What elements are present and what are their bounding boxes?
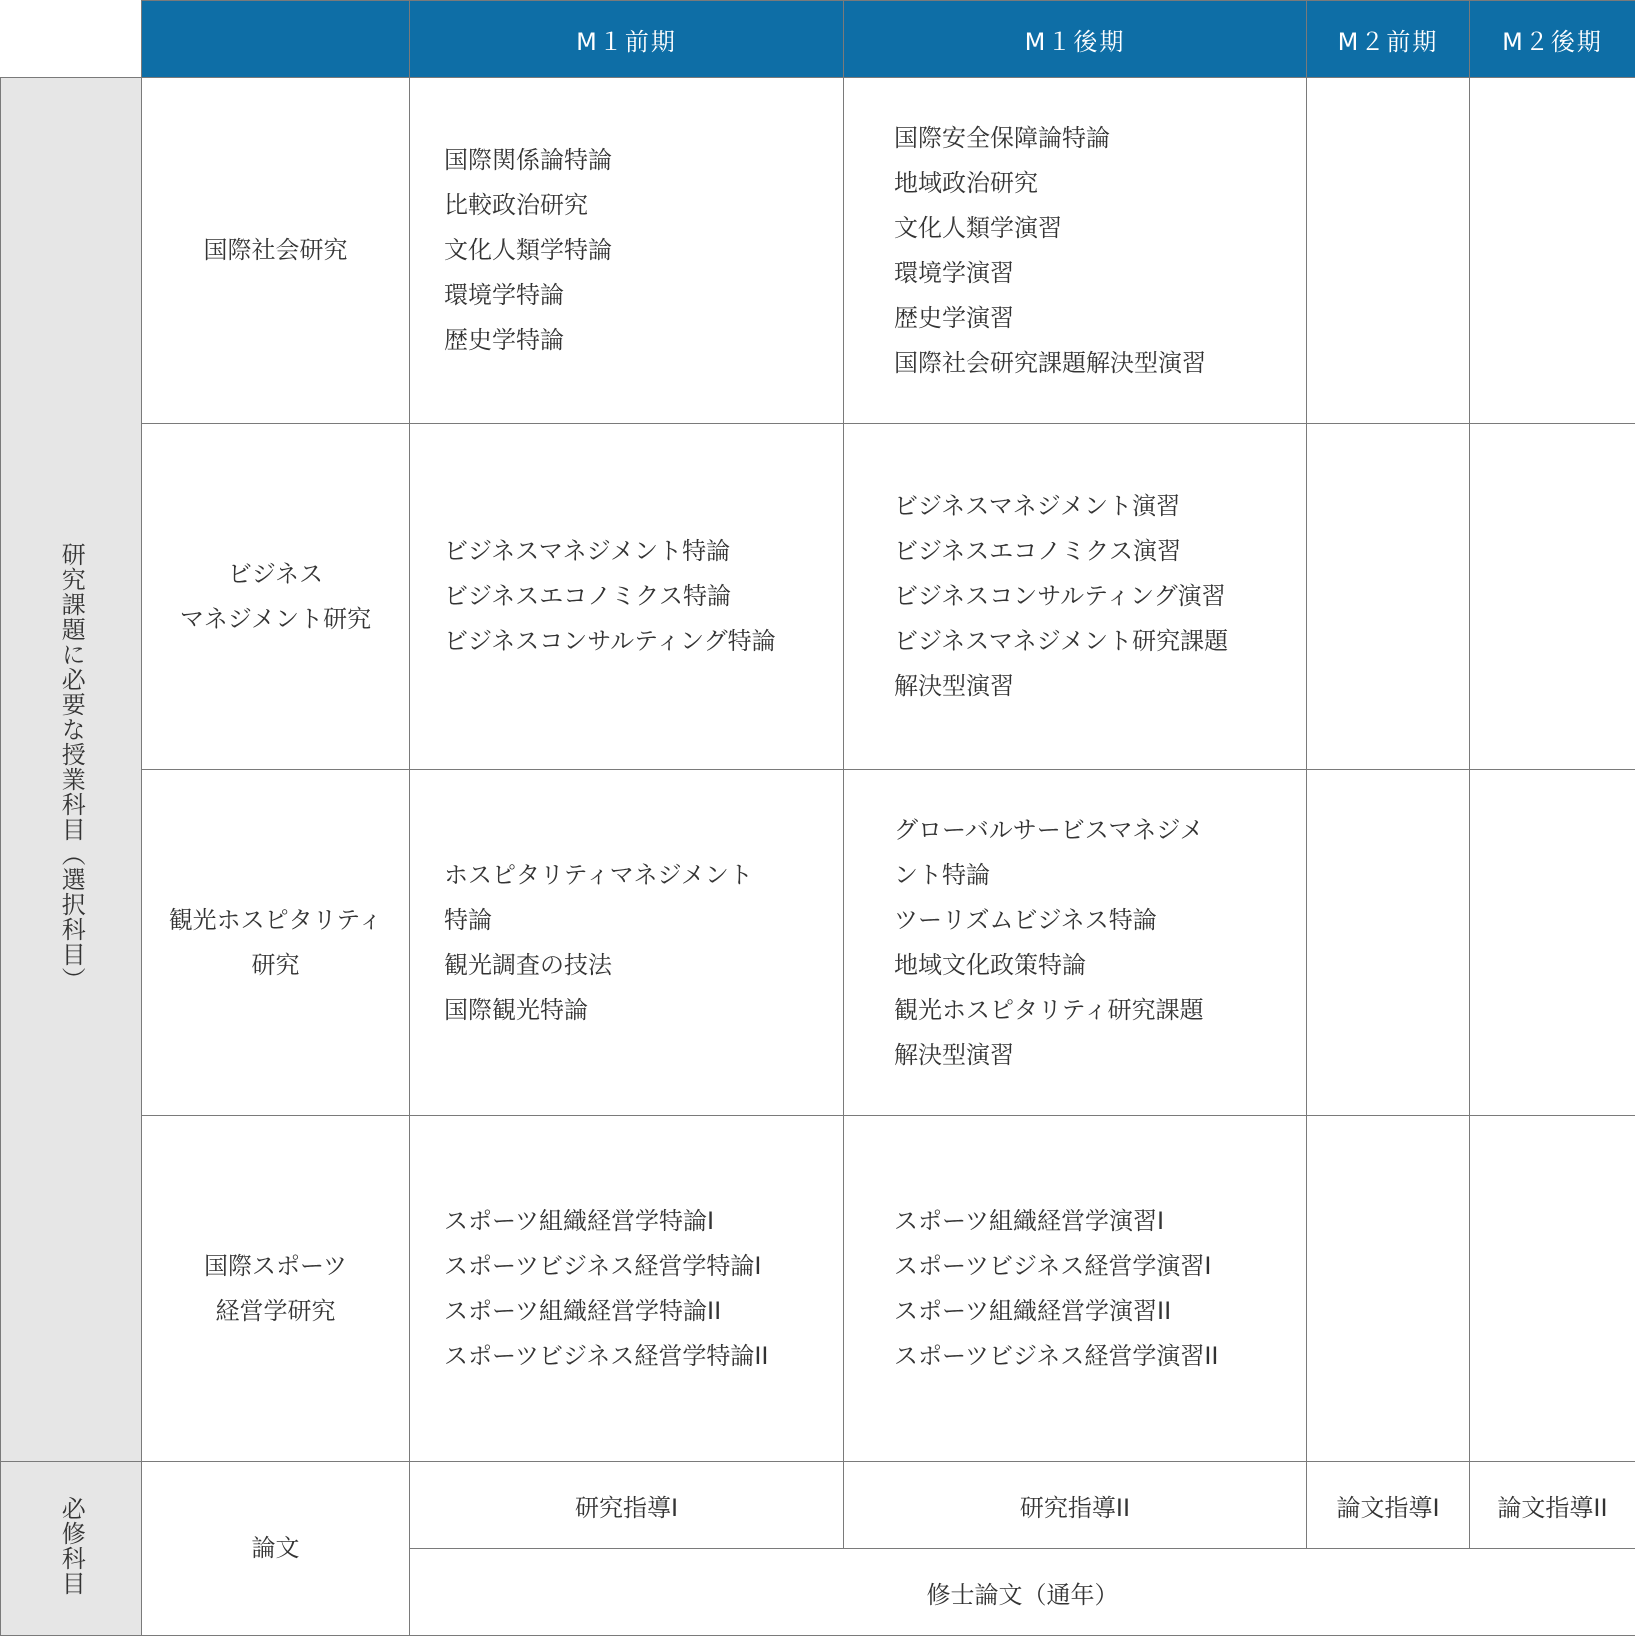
course-item: 文化人類学演習 [894, 213, 1062, 242]
course-item: 特論 [444, 905, 492, 934]
course-item: 観光ホスピタリティ研究課題 [894, 995, 1204, 1024]
m1-second-courses [844, 78, 1307, 424]
header-m2-first: M２前期 [1307, 1, 1470, 78]
m1-first-courses [410, 78, 844, 424]
course-item: 地域文化政策特論 [894, 950, 1086, 979]
header-blank [142, 1, 410, 78]
research-area-line: 国際スポーツ [203, 1251, 348, 1280]
course-item: スポーツ組織経営学特論II [444, 1296, 722, 1325]
m1-first-courses [410, 770, 844, 1116]
course-item: ビジネスエコノミクス特論 [444, 582, 732, 610]
course-item: スポーツ組織経営学演習II [894, 1296, 1172, 1325]
course-item: スポーツビジネス経営学演習I [894, 1251, 1212, 1280]
research-area-intl-society [142, 78, 410, 424]
research-area-sports [142, 1116, 410, 1462]
research-area-tourism [142, 770, 410, 1116]
m2-first-empty [1307, 1116, 1470, 1462]
course-item: ビジネスコンサルティング特論 [444, 627, 776, 655]
header-m1-second: M１後期 [844, 1, 1307, 78]
m2-second-empty [1470, 1116, 1635, 1462]
table-row [1, 424, 1635, 770]
m2-first-empty [1307, 770, 1470, 1116]
course-item: スポーツ組織経営学特論I [444, 1206, 715, 1235]
m2-first-empty [1307, 424, 1470, 770]
m1-second-courses [844, 424, 1307, 770]
research-guidance-1: 研究指導I [410, 1462, 844, 1549]
header-m1-first: M１前期 [410, 1, 844, 78]
m1-second-courses [844, 770, 1307, 1116]
masters-thesis-full-year: 修士論文（通年） [410, 1549, 1635, 1636]
m1-first-courses [410, 1116, 844, 1462]
thesis-guidance-1: 論文指導I [1307, 1462, 1470, 1549]
course-item: スポーツ組織経営学演習I [894, 1206, 1165, 1235]
required-subjects-text: 必修科目 [57, 1495, 86, 1596]
course-item: 環境学演習 [894, 258, 1014, 287]
m2-second-empty [1470, 424, 1635, 770]
course-item: ホスピタリティマネジメント [444, 860, 753, 889]
required-subjects-label [1, 1462, 142, 1636]
research-area-line: 研究 [251, 950, 300, 979]
course-item: ビジネスコンサルティング演習 [894, 582, 1226, 610]
course-item: ビジネスエコノミクス演習 [894, 537, 1182, 565]
course-item: ビジネスマネジメント研究課題 [894, 627, 1229, 655]
research-area-line: 観光ホスピタリティ [168, 905, 383, 934]
course-item: スポーツビジネス経営学特論I [444, 1251, 762, 1280]
course-item: スポーツビジネス経営学演習II [894, 1341, 1219, 1370]
course-item: ビジネスマネジメント演習 [894, 492, 1181, 520]
table-row [1, 1116, 1635, 1462]
course-item: 解決型演習 [894, 672, 1014, 700]
thesis-guidance-2: 論文指導II [1470, 1462, 1635, 1549]
m2-second-empty [1470, 770, 1635, 1116]
research-area-name: 国際社会研究 [203, 236, 348, 264]
course-item: 国際安全保障論特論 [894, 123, 1110, 152]
course-item: スポーツビジネス経営学特論II [444, 1341, 769, 1370]
research-area-line: マネジメント研究 [179, 604, 372, 633]
research-area-line: 経営学研究 [215, 1296, 336, 1325]
course-item: ント特論 [894, 860, 990, 889]
course-item: 地域政治研究 [894, 168, 1038, 197]
course-item: 文化人類学特論 [444, 236, 612, 264]
m2-second-empty [1470, 78, 1635, 424]
course-item: 国際関係論特論 [444, 146, 612, 174]
course-item: ビジネスマネジメント特論 [444, 537, 731, 565]
course-item: 比較政治研究 [444, 191, 588, 219]
course-item: ツーリズムビジネス特論 [894, 905, 1157, 934]
header-row [1, 1, 1635, 78]
course-item: 環境学特論 [444, 281, 564, 309]
course-item: 観光調査の技法 [444, 950, 612, 979]
research-guidance-2: 研究指導II [844, 1462, 1307, 1549]
course-item: 国際観光特論 [444, 995, 588, 1024]
table-row [1, 770, 1635, 1116]
course-item: グローバルサービスマネジメ [894, 815, 1204, 844]
thesis-row [1, 1462, 1635, 1549]
course-item: 歴史学特論 [444, 326, 564, 354]
research-area-line: ビジネス [227, 559, 324, 588]
elective-subjects-label [1, 78, 142, 1462]
header-m2-second: M２後期 [1470, 1, 1635, 78]
course-item: 国際社会研究課題解決型演習 [894, 348, 1206, 377]
course-item: 解決型演習 [894, 1040, 1014, 1069]
elective-subjects-text: 研究課題に必要な授業科目（選択科目） [57, 541, 86, 992]
course-item: 歴史学演習 [894, 303, 1014, 332]
m2-first-empty [1307, 78, 1470, 424]
m1-second-courses [844, 1116, 1307, 1462]
thesis-label: 論文 [142, 1462, 410, 1636]
research-area-business [142, 424, 410, 770]
header-corner-blank [1, 1, 142, 78]
m1-first-courses [410, 424, 844, 770]
table-row [1, 78, 1635, 424]
